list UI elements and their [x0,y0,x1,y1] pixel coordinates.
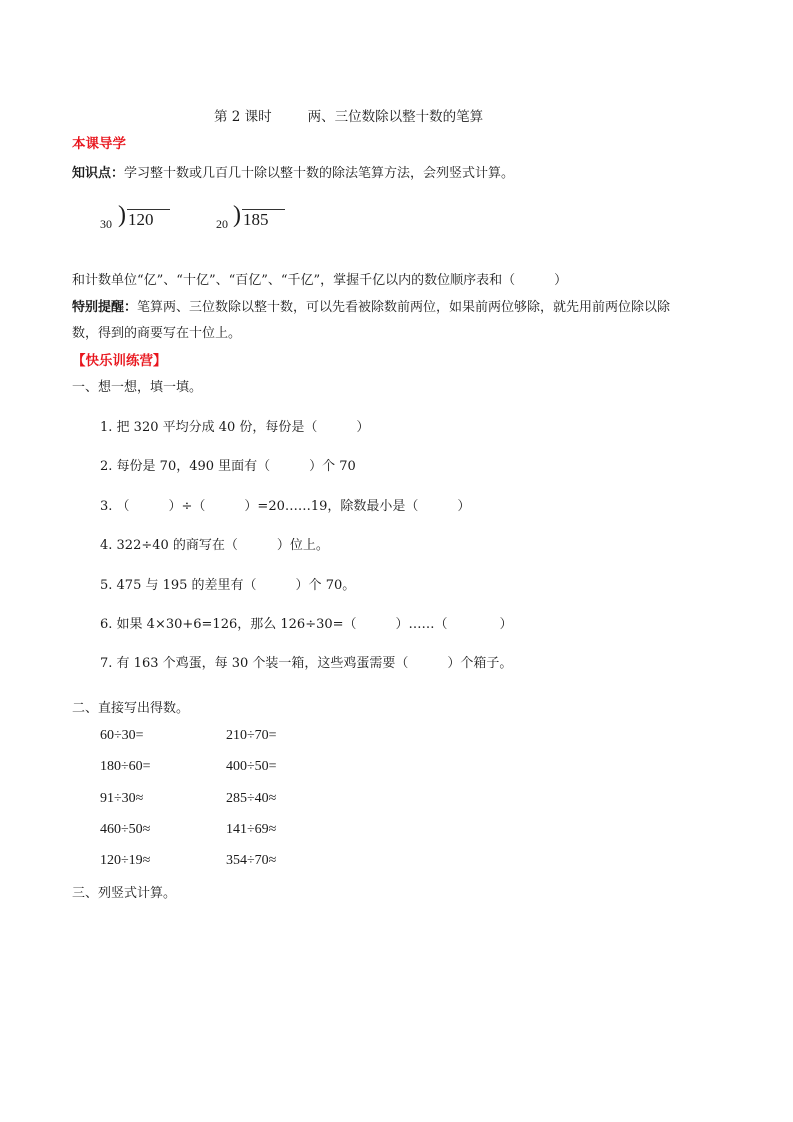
lesson-title: 两、三位数除以整十数的笔算 [307,109,484,125]
long-division-1 [100,202,180,235]
question-3: 3. （ ）÷（ ）=20……19，除数最小是（ ） [100,499,471,514]
dividend: 120 [127,209,170,230]
calc-4-1: 460÷50≈ [100,822,151,837]
page-title [214,105,483,125]
question-6: 6. 如果 4×30+6=126，那么 126÷30=（ ）……（ ） [100,617,513,632]
calc-3-1: 91÷30≈ [100,791,144,806]
knowledge-text: 学习整十数或几百几十除以整十数的除法笔算方法，会列竖式计算。 [124,166,515,181]
calc-5-1: 120÷19≈ [100,853,151,868]
guide-heading: 本课导学 [72,136,126,152]
knowledge-point [72,162,514,181]
question-7: 7. 有 163 个鸡蛋，每 30 个装一箱，这些鸡蛋需要（ ）个箱子。 [100,656,513,671]
question-4: 4. 322÷40 的商写在（ ）位上。 [100,538,329,553]
section-2-title: 二、直接写出得数。 [72,701,190,716]
question-5: 5. 475 与 195 的差里有（ ）个 70。 [100,578,356,593]
units-text: 和计数单位“亿”、“十亿”、“百亿”、“千亿”，掌握千亿以内的数位顺序表和（ ） [72,273,568,288]
lesson-number: 第 2 课时 [214,109,272,125]
divisor: 30 [100,217,112,231]
division-bracket: ) [118,202,126,228]
calc-1-2: 210÷70= [226,728,277,743]
dividend: 185 [242,209,285,230]
division-bracket: ) [233,202,241,228]
reminder-label: 特别提醒： [72,300,138,315]
calc-4-2: 141÷69≈ [226,822,277,837]
divisor: 20 [216,217,228,231]
practice-heading: 【快乐训练营】 [72,353,167,369]
reminder-line-1 [72,296,670,315]
calc-5-2: 354÷70≈ [226,853,277,868]
calc-2-1: 180÷60= [100,759,151,774]
long-division-2 [216,202,296,235]
calc-2-2: 400÷50= [226,759,277,774]
section-1-title: 一、想一想，填一填。 [72,380,203,395]
knowledge-label: 知识点： [72,166,125,181]
section-3-title: 三、列竖式计算。 [72,886,177,901]
calc-3-2: 285÷40≈ [226,791,277,806]
question-1: 1. 把 320 平均分成 40 份，每份是（ ） [100,420,370,435]
reminder-line-2: 数，得到的商要写在十位上。 [72,326,242,341]
calc-1-1: 60÷30= [100,728,144,743]
question-2: 2. 每份是 70，490 里面有（ ）个 70 [100,459,356,474]
reminder-text: 笔算两、三位数除以整十数，可以先看被除数前两位，如果前两位够除，就先用前两位除以除 [137,300,671,315]
